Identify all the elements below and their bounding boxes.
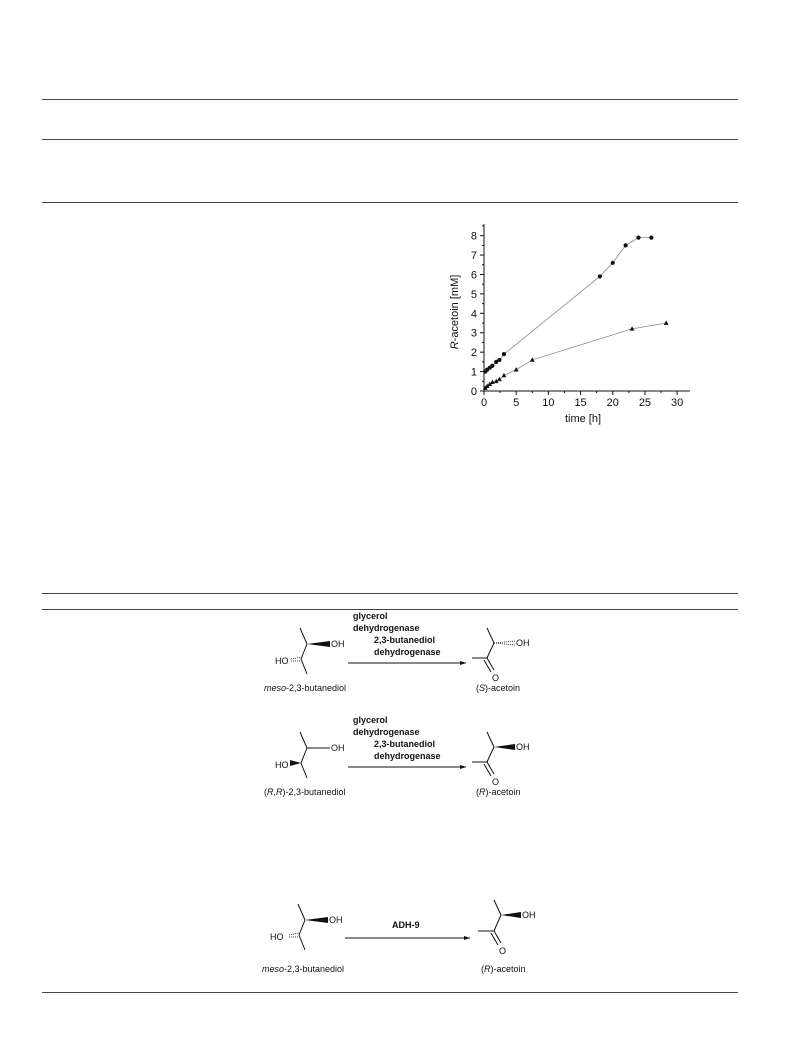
o-label: O (492, 777, 500, 787)
x-tick-label: 25 (638, 397, 652, 409)
data-point (624, 243, 628, 247)
s-acetoin-structure (472, 628, 530, 683)
y-tick-label: 6 (470, 269, 477, 282)
ho-label: HO (275, 656, 289, 666)
oh-label: OH (331, 743, 345, 753)
enzyme-label-2: dehydrogenase (353, 727, 420, 737)
table-rule-header (42, 139, 738, 140)
x-tick-label: 30 (671, 397, 684, 409)
reaction-rr-to-r-acetoin (264, 715, 530, 797)
oh-label: OH (329, 915, 343, 925)
enzyme-label-3: 2,3-butanediol (374, 739, 436, 749)
reaction-meso-to-s-acetoin (264, 611, 530, 693)
r-acetoin-structure (478, 900, 536, 956)
y-axis-label-rest: -acetoin [mM] (449, 274, 461, 342)
y-tick-label: 0 (470, 386, 477, 398)
o-label: O (492, 673, 500, 683)
product-label: (R)-acetoin (476, 787, 521, 797)
data-point (502, 352, 506, 356)
product-label: (S)-acetoin (476, 683, 521, 693)
enzyme-label-3: 2,3-butanediol (374, 635, 436, 645)
data-point (514, 367, 519, 371)
oh-label: OH (516, 742, 530, 752)
series-line-1 (485, 323, 666, 388)
x-tick-label: 5 (513, 397, 520, 409)
y-axis-label-italic: R (449, 341, 461, 350)
data-point (490, 364, 494, 368)
product-label: (R)-acetoin (481, 964, 526, 974)
o-label: O (499, 946, 507, 956)
enzyme-label-1: glycerol (353, 611, 388, 621)
reaction-scheme-1 (0, 610, 793, 810)
oh-label: OH (516, 638, 530, 648)
ho-label: HO (275, 760, 289, 770)
enzyme-label-1: glycerol (353, 715, 388, 725)
table-rule-top (42, 99, 738, 100)
reaction-scheme-2 (0, 890, 793, 980)
substrate-label: meso-2,3-butanediol (262, 964, 345, 974)
chart-series (483, 235, 669, 389)
y-tick-label: 7 (470, 250, 477, 263)
y-tick-label: 3 (470, 327, 477, 340)
x-axis-label: time [h] (564, 413, 602, 425)
enzyme-label-2: dehydrogenase (353, 623, 420, 633)
ho-label: HO (270, 932, 284, 942)
rr-butanediol-structure (275, 732, 345, 778)
y-axis-label (449, 275, 461, 350)
table-rule-lower-top (42, 593, 738, 594)
x-tick-label: 10 (542, 397, 555, 409)
enzyme-label-4: dehydrogenase (374, 751, 441, 761)
data-point (598, 274, 602, 278)
meso-butanediol-structure (270, 904, 343, 950)
x-tick-label: 20 (606, 397, 619, 409)
data-point (636, 235, 640, 239)
chart-axes (471, 224, 690, 409)
meso-butanediol-structure (275, 628, 345, 674)
series-line-0 (485, 238, 651, 372)
y-tick-label: 4 (470, 308, 477, 321)
oh-label: OH (522, 910, 536, 920)
table-rule-separator (42, 202, 738, 203)
x-tick-label: 0 (480, 397, 488, 409)
acetoin-time-chart (436, 216, 706, 432)
enzyme-label-adh9: ADH-9 (392, 920, 420, 930)
y-tick-label: 1 (470, 366, 477, 379)
substrate-label: (R,R)-2,3-butanediol (264, 787, 346, 797)
r-acetoin-structure (472, 732, 530, 787)
data-point (497, 358, 501, 362)
data-point (664, 320, 669, 324)
data-point (611, 261, 615, 265)
y-tick-label: 8 (470, 230, 477, 243)
table-rule-bottom (42, 992, 738, 993)
substrate-label: meso-2,3-butanediol (264, 683, 347, 693)
y-tick-label: 2 (470, 347, 477, 360)
x-tick-label: 15 (574, 397, 587, 409)
data-point (649, 235, 653, 239)
y-tick-label: 5 (470, 288, 477, 301)
oh-label: OH (331, 639, 345, 649)
enzyme-label-4: dehydrogenase (374, 647, 441, 657)
